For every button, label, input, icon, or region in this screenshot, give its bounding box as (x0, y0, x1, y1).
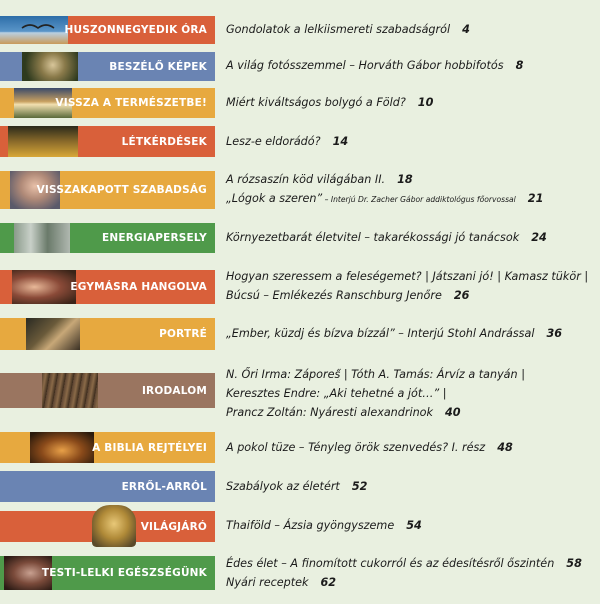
page-number: 58 (566, 557, 582, 570)
entry-title: Prancz Zoltán: Nyáresti alexandrinok (226, 406, 433, 419)
section-title: ERRŐL-ARRÓL (121, 480, 207, 493)
page-number: 62 (320, 576, 337, 589)
section-title: VISSZAKAPOTT SZABADSÁG (36, 184, 207, 196)
section-title: EGYMÁSRA HANGOLVA (70, 281, 207, 293)
entry-title: Thaiföld – Ázsia gyöngyszeme (226, 519, 395, 532)
section-bar (0, 223, 215, 253)
section-bar (0, 270, 215, 304)
entry-title: Környezetbarát életvitel – takarékossági jó tanácsok (226, 231, 520, 244)
section-bar (0, 52, 215, 81)
entry-note: – Interjú Dr. Zacher Gábor addiktológus főorvossal (322, 195, 516, 204)
section-photo (8, 126, 78, 157)
section-photo (22, 52, 78, 81)
entry-line[interactable] (226, 132, 596, 151)
section-entries (226, 170, 596, 209)
entry-line[interactable] (226, 384, 596, 403)
section-photo (12, 270, 76, 304)
section-bar (0, 471, 215, 502)
entry-line[interactable] (226, 20, 596, 39)
entry-line[interactable] (226, 267, 596, 286)
entry-title: Miért kiváltságos bolygó a Föld? (226, 96, 406, 109)
section-title: VISSZA A TERMÉSZETBE! (55, 97, 207, 109)
page-number: 21 (527, 192, 544, 205)
section-entries (226, 516, 596, 535)
section-photo (30, 432, 94, 463)
entry-title: Szabályok az életért (226, 480, 340, 493)
section-entries (226, 56, 596, 75)
section-entries (226, 20, 596, 39)
page-number: 26 (453, 289, 470, 302)
entry-title: Édes élet – A finomított cukorról és az édesítésről őszintén (226, 557, 555, 570)
section-title: HUSZONNEGYEDIK ÓRA (64, 24, 207, 36)
section-entries (226, 438, 596, 457)
section-title: PORTRÉ (159, 328, 207, 340)
section-entries (226, 267, 596, 305)
section-entries (226, 228, 596, 247)
section-bar (0, 432, 215, 463)
entry-title: Gondolatok a lelkiismereti szabadságról (226, 23, 451, 36)
section-title: ENERGIAPERSELY (101, 232, 207, 244)
section-entries (226, 554, 596, 592)
entry-line[interactable] (226, 286, 596, 305)
entry-title: N. Őri Irma: Zápores̋ | Tóth A. Tamás: Árvíz a tanyán | (226, 368, 525, 381)
page-number: 48 (497, 441, 513, 454)
entry-title: Keresztes Endre: „Aki tehetné a jót…” | (226, 387, 447, 400)
section-photo (26, 318, 80, 350)
section-entries (226, 132, 596, 151)
section-bar (0, 171, 215, 209)
entry-title: A világ fotósszemmel – Horváth Gábor hobbifotós (226, 59, 504, 72)
entry-title: „Lógok a szeren” (226, 192, 323, 205)
section-title: LÉTKÉRDÉSEK (121, 135, 207, 148)
entry-line[interactable] (226, 438, 596, 457)
section-photo (14, 223, 70, 253)
page-number: 36 (546, 327, 563, 340)
entry-line[interactable] (226, 365, 596, 384)
section-photo (92, 505, 136, 547)
section-title: IRODALOM (141, 384, 207, 397)
entry-title: Lesz-e eldorádó? (226, 135, 321, 148)
page-number: 40 (445, 406, 461, 419)
entry-title: A rózsaszín köd világában II. (226, 173, 386, 186)
entry-line[interactable] (226, 170, 596, 189)
entry-title: Nyári receptek (226, 576, 309, 589)
page-number: 8 (515, 59, 524, 72)
section-title: TESTI-LELKI EGÉSZSÉGÜNK (41, 567, 207, 579)
entry-line[interactable] (226, 573, 596, 592)
entry-line[interactable] (226, 554, 596, 573)
entry-line[interactable] (226, 324, 596, 343)
section-photo (42, 373, 98, 408)
page-number: 54 (406, 519, 422, 532)
entry-line[interactable] (226, 403, 596, 422)
entry-title: Búcsú – Emlékezés Ranschburg Jenőre (226, 289, 442, 302)
entry-title: „Ember, küzdj és bízva bízzál” – Interjú Stohl Andrással (226, 327, 535, 340)
entry-title: A pokol tüze – Tényleg örök szenvedés? I. rész (226, 441, 486, 454)
page-number: 18 (397, 173, 413, 186)
entry-line[interactable] (226, 93, 596, 112)
page-number: 10 (417, 96, 434, 109)
section-entries (226, 365, 596, 422)
section-bar (0, 373, 215, 408)
page-number: 24 (531, 231, 547, 244)
section-title: BESZÉLŐ KÉPEK (109, 60, 207, 73)
section-bar (0, 88, 215, 118)
section-title: VILÁGJÁRÓ (140, 520, 207, 533)
page-number: 52 (351, 480, 368, 493)
entry-line[interactable] (226, 477, 596, 496)
entry-line[interactable] (226, 516, 596, 535)
entry-line[interactable] (226, 228, 596, 247)
section-bar (0, 318, 215, 350)
section-photo (0, 16, 68, 44)
entry-line[interactable] (226, 189, 596, 209)
entry-line[interactable] (226, 56, 596, 75)
section-entries (226, 93, 596, 112)
section-bar (0, 126, 215, 157)
section-bar (0, 16, 215, 44)
section-title: A BIBLIA REJTÉLYEI (92, 441, 207, 454)
section-bar (0, 556, 215, 590)
section-bar (0, 511, 215, 542)
page-number: 4 (462, 23, 470, 36)
section-entries (226, 477, 596, 496)
section-entries (226, 324, 596, 343)
page-number: 14 (332, 135, 349, 148)
entry-title: Hogyan szeressem a feleségemet? | Játszani jó! | Kamasz tükör | (226, 270, 589, 283)
